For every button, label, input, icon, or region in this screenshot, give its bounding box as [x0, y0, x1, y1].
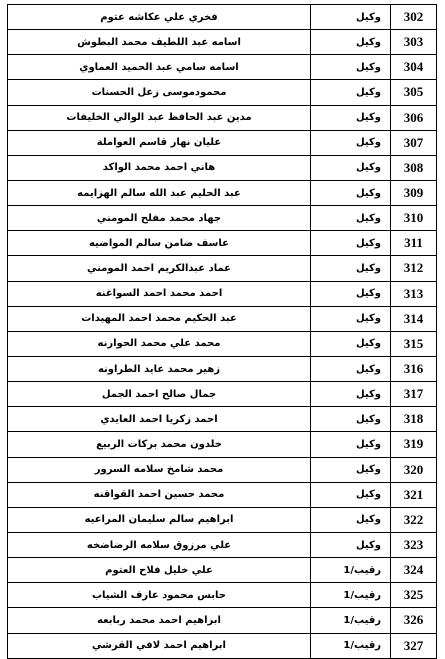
table-row [8, 583, 437, 608]
table-row [8, 507, 437, 532]
row-number-cell: 327 [391, 633, 437, 658]
table-row [8, 382, 437, 407]
rank-cell: وكيل [311, 356, 391, 381]
rank-cell: وكيل [311, 457, 391, 482]
row-number-cell: 316 [391, 356, 437, 381]
full-name-cell: عبد الحكيم محمد احمد المهيدات [8, 306, 311, 331]
row-number-cell: 307 [391, 130, 437, 155]
full-name-cell: مدين عبد الحافظ عبد الوالي الخليفات [8, 105, 311, 130]
rank-cell: وكيل [311, 256, 391, 281]
row-number-cell: 322 [391, 507, 437, 532]
rank-cell: وكيل [311, 30, 391, 55]
rank-cell: وكيل [311, 432, 391, 457]
full-name-cell: محمد شامخ سلامه السرور [8, 457, 311, 482]
table-row [8, 180, 437, 205]
table-row [8, 532, 437, 557]
full-name-cell: علي مرزوق سلامه الرضاضخه [8, 532, 311, 557]
roster-table-body [8, 5, 437, 659]
table-row [8, 457, 437, 482]
rank-cell: رقيب/1 [311, 558, 391, 583]
row-number-cell: 321 [391, 482, 437, 507]
row-number-cell: 323 [391, 532, 437, 557]
table-row [8, 281, 437, 306]
rank-cell: وكيل [311, 482, 391, 507]
full-name-cell: جهاد محمد مفلح المومني [8, 206, 311, 231]
full-name-cell: عبد الحليم عبد الله سالم الهزايمه [8, 180, 311, 205]
full-name-cell: احمد زكريا احمد العايدي [8, 407, 311, 432]
full-name-cell: ابراهيم احمد لافي القرشي [8, 633, 311, 658]
full-name-cell: عماد عبدالكريم احمد المومني [8, 256, 311, 281]
full-name-cell: محمد حسين احمد القواقنه [8, 482, 311, 507]
rank-cell: وكيل [311, 206, 391, 231]
row-number-cell: 303 [391, 30, 437, 55]
row-number-cell: 326 [391, 608, 437, 633]
rank-cell: رقيب/1 [311, 608, 391, 633]
table-row [8, 256, 437, 281]
rank-cell: وكيل [311, 80, 391, 105]
full-name-cell: محمد علي محمد الحوارنه [8, 331, 311, 356]
full-name-cell: ابراهيم سالم سليمان المراعيه [8, 507, 311, 532]
rank-cell: وكيل [311, 130, 391, 155]
row-number-cell: 302 [391, 5, 437, 30]
table-row [8, 331, 437, 356]
full-name-cell: ابراهيم احمد محمد ربابعه [8, 608, 311, 633]
full-name-cell: اسامه سامي عبد الحميد العماوي [8, 55, 311, 80]
rank-cell: وكيل [311, 331, 391, 356]
row-number-cell: 310 [391, 206, 437, 231]
full-name-cell: عليان نهار قاسم العواملة [8, 130, 311, 155]
table-row [8, 55, 437, 80]
table-row [8, 432, 437, 457]
table-row [8, 633, 437, 658]
full-name-cell: زهير محمد عايد الطراونه [8, 356, 311, 381]
roster-table [7, 4, 437, 659]
row-number-cell: 320 [391, 457, 437, 482]
row-number-cell: 304 [391, 55, 437, 80]
rank-cell: وكيل [311, 281, 391, 306]
table-row [8, 105, 437, 130]
row-number-cell: 313 [391, 281, 437, 306]
row-number-cell: 317 [391, 382, 437, 407]
table-row [8, 231, 437, 256]
row-number-cell: 306 [391, 105, 437, 130]
row-number-cell: 325 [391, 583, 437, 608]
rank-cell: وكيل [311, 407, 391, 432]
full-name-cell: احمد محمد احمد السواغنه [8, 281, 311, 306]
full-name-cell: جمال صالح احمد الجمل [8, 382, 311, 407]
table-row [8, 407, 437, 432]
table-row [8, 356, 437, 381]
table-row [8, 130, 437, 155]
table-row [8, 155, 437, 180]
rank-cell: وكيل [311, 231, 391, 256]
full-name-cell: خلدون محمد بركات الربيع [8, 432, 311, 457]
row-number-cell: 324 [391, 558, 437, 583]
full-name-cell: هاني احمد محمد الواكد [8, 155, 311, 180]
rank-cell: رقيب/1 [311, 583, 391, 608]
table-row [8, 482, 437, 507]
row-number-cell: 315 [391, 331, 437, 356]
row-number-cell: 314 [391, 306, 437, 331]
full-name-cell: اسامه عبد اللطيف محمد البطوش [8, 30, 311, 55]
table-row [8, 608, 437, 633]
full-name-cell: محمودموسى زعل الحسنات [8, 80, 311, 105]
table-row [8, 558, 437, 583]
row-number-cell: 308 [391, 155, 437, 180]
full-name-cell: حابس محمود عارف الشياب [8, 583, 311, 608]
rank-cell: وكيل [311, 180, 391, 205]
table-row [8, 306, 437, 331]
rank-cell: وكيل [311, 155, 391, 180]
rank-cell: وكيل [311, 306, 391, 331]
table-row [8, 5, 437, 30]
rank-cell: وكيل [311, 507, 391, 532]
full-name-cell: علي خليل فلاح العتوم [8, 558, 311, 583]
rank-cell: وكيل [311, 55, 391, 80]
table-row [8, 80, 437, 105]
row-number-cell: 309 [391, 180, 437, 205]
full-name-cell: عاسف ضامن سالم المواضيه [8, 231, 311, 256]
row-number-cell: 305 [391, 80, 437, 105]
rank-cell: رقيب/1 [311, 633, 391, 658]
rank-cell: وكيل [311, 5, 391, 30]
row-number-cell: 319 [391, 432, 437, 457]
table-row [8, 206, 437, 231]
row-number-cell: 312 [391, 256, 437, 281]
row-number-cell: 318 [391, 407, 437, 432]
full-name-cell: فخري علي عكاشه عتوم [8, 5, 311, 30]
row-number-cell: 311 [391, 231, 437, 256]
rank-cell: وكيل [311, 105, 391, 130]
table-row [8, 30, 437, 55]
rank-cell: وكيل [311, 532, 391, 557]
rank-cell: وكيل [311, 382, 391, 407]
roster-sheet [7, 4, 437, 659]
